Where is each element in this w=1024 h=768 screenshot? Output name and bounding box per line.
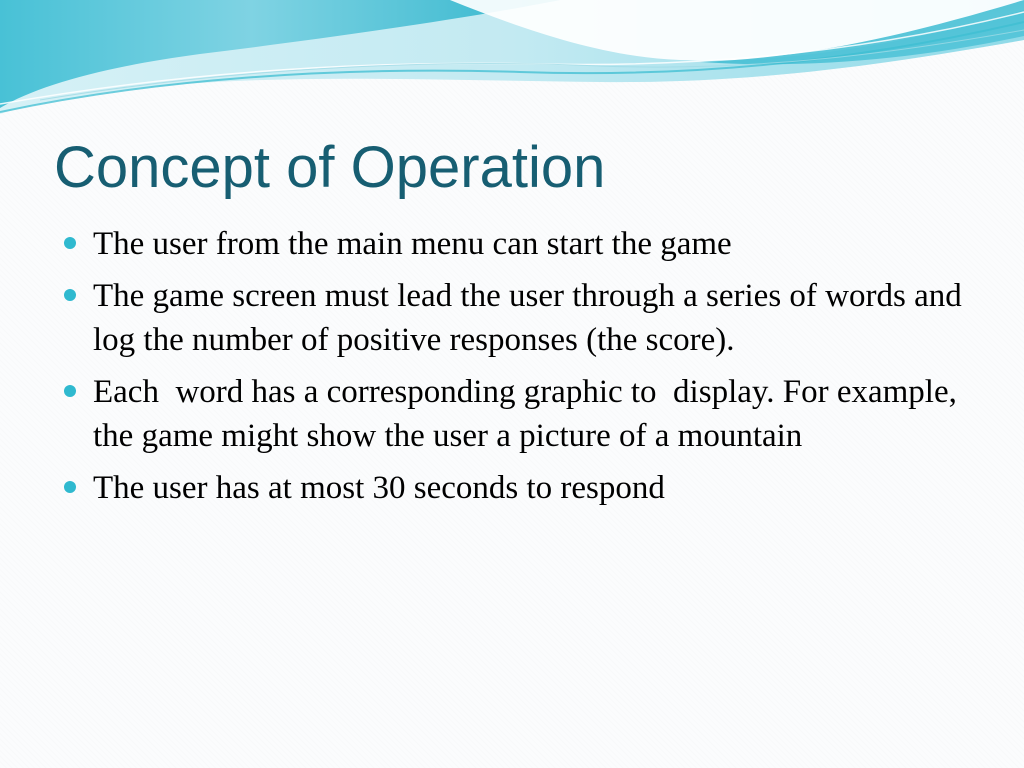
list-item — [0, 370, 1000, 458]
slide-title: Concept of Operation — [54, 135, 606, 200]
bullet-dot-icon — [64, 237, 76, 249]
list-item — [0, 274, 1000, 362]
bullet-dot-icon — [64, 385, 76, 397]
bullet-text: The user from the main menu can start the game — [93, 226, 732, 262]
bullet-list — [0, 222, 1000, 518]
bullet-text: The game screen must lead the user through a series of words and log the number of positive responses (the score). — [93, 278, 970, 358]
list-item — [0, 466, 1000, 510]
bullet-text: The user has at most 30 seconds to respond — [93, 470, 665, 506]
list-item — [0, 222, 1000, 266]
wave-header-decoration — [0, 0, 1024, 130]
bullet-text: Each word has a corresponding graphic to display. For example, the game might show the user a picture of a mountain — [93, 374, 966, 454]
bullet-dot-icon — [64, 289, 76, 301]
bullet-dot-icon — [64, 481, 76, 493]
